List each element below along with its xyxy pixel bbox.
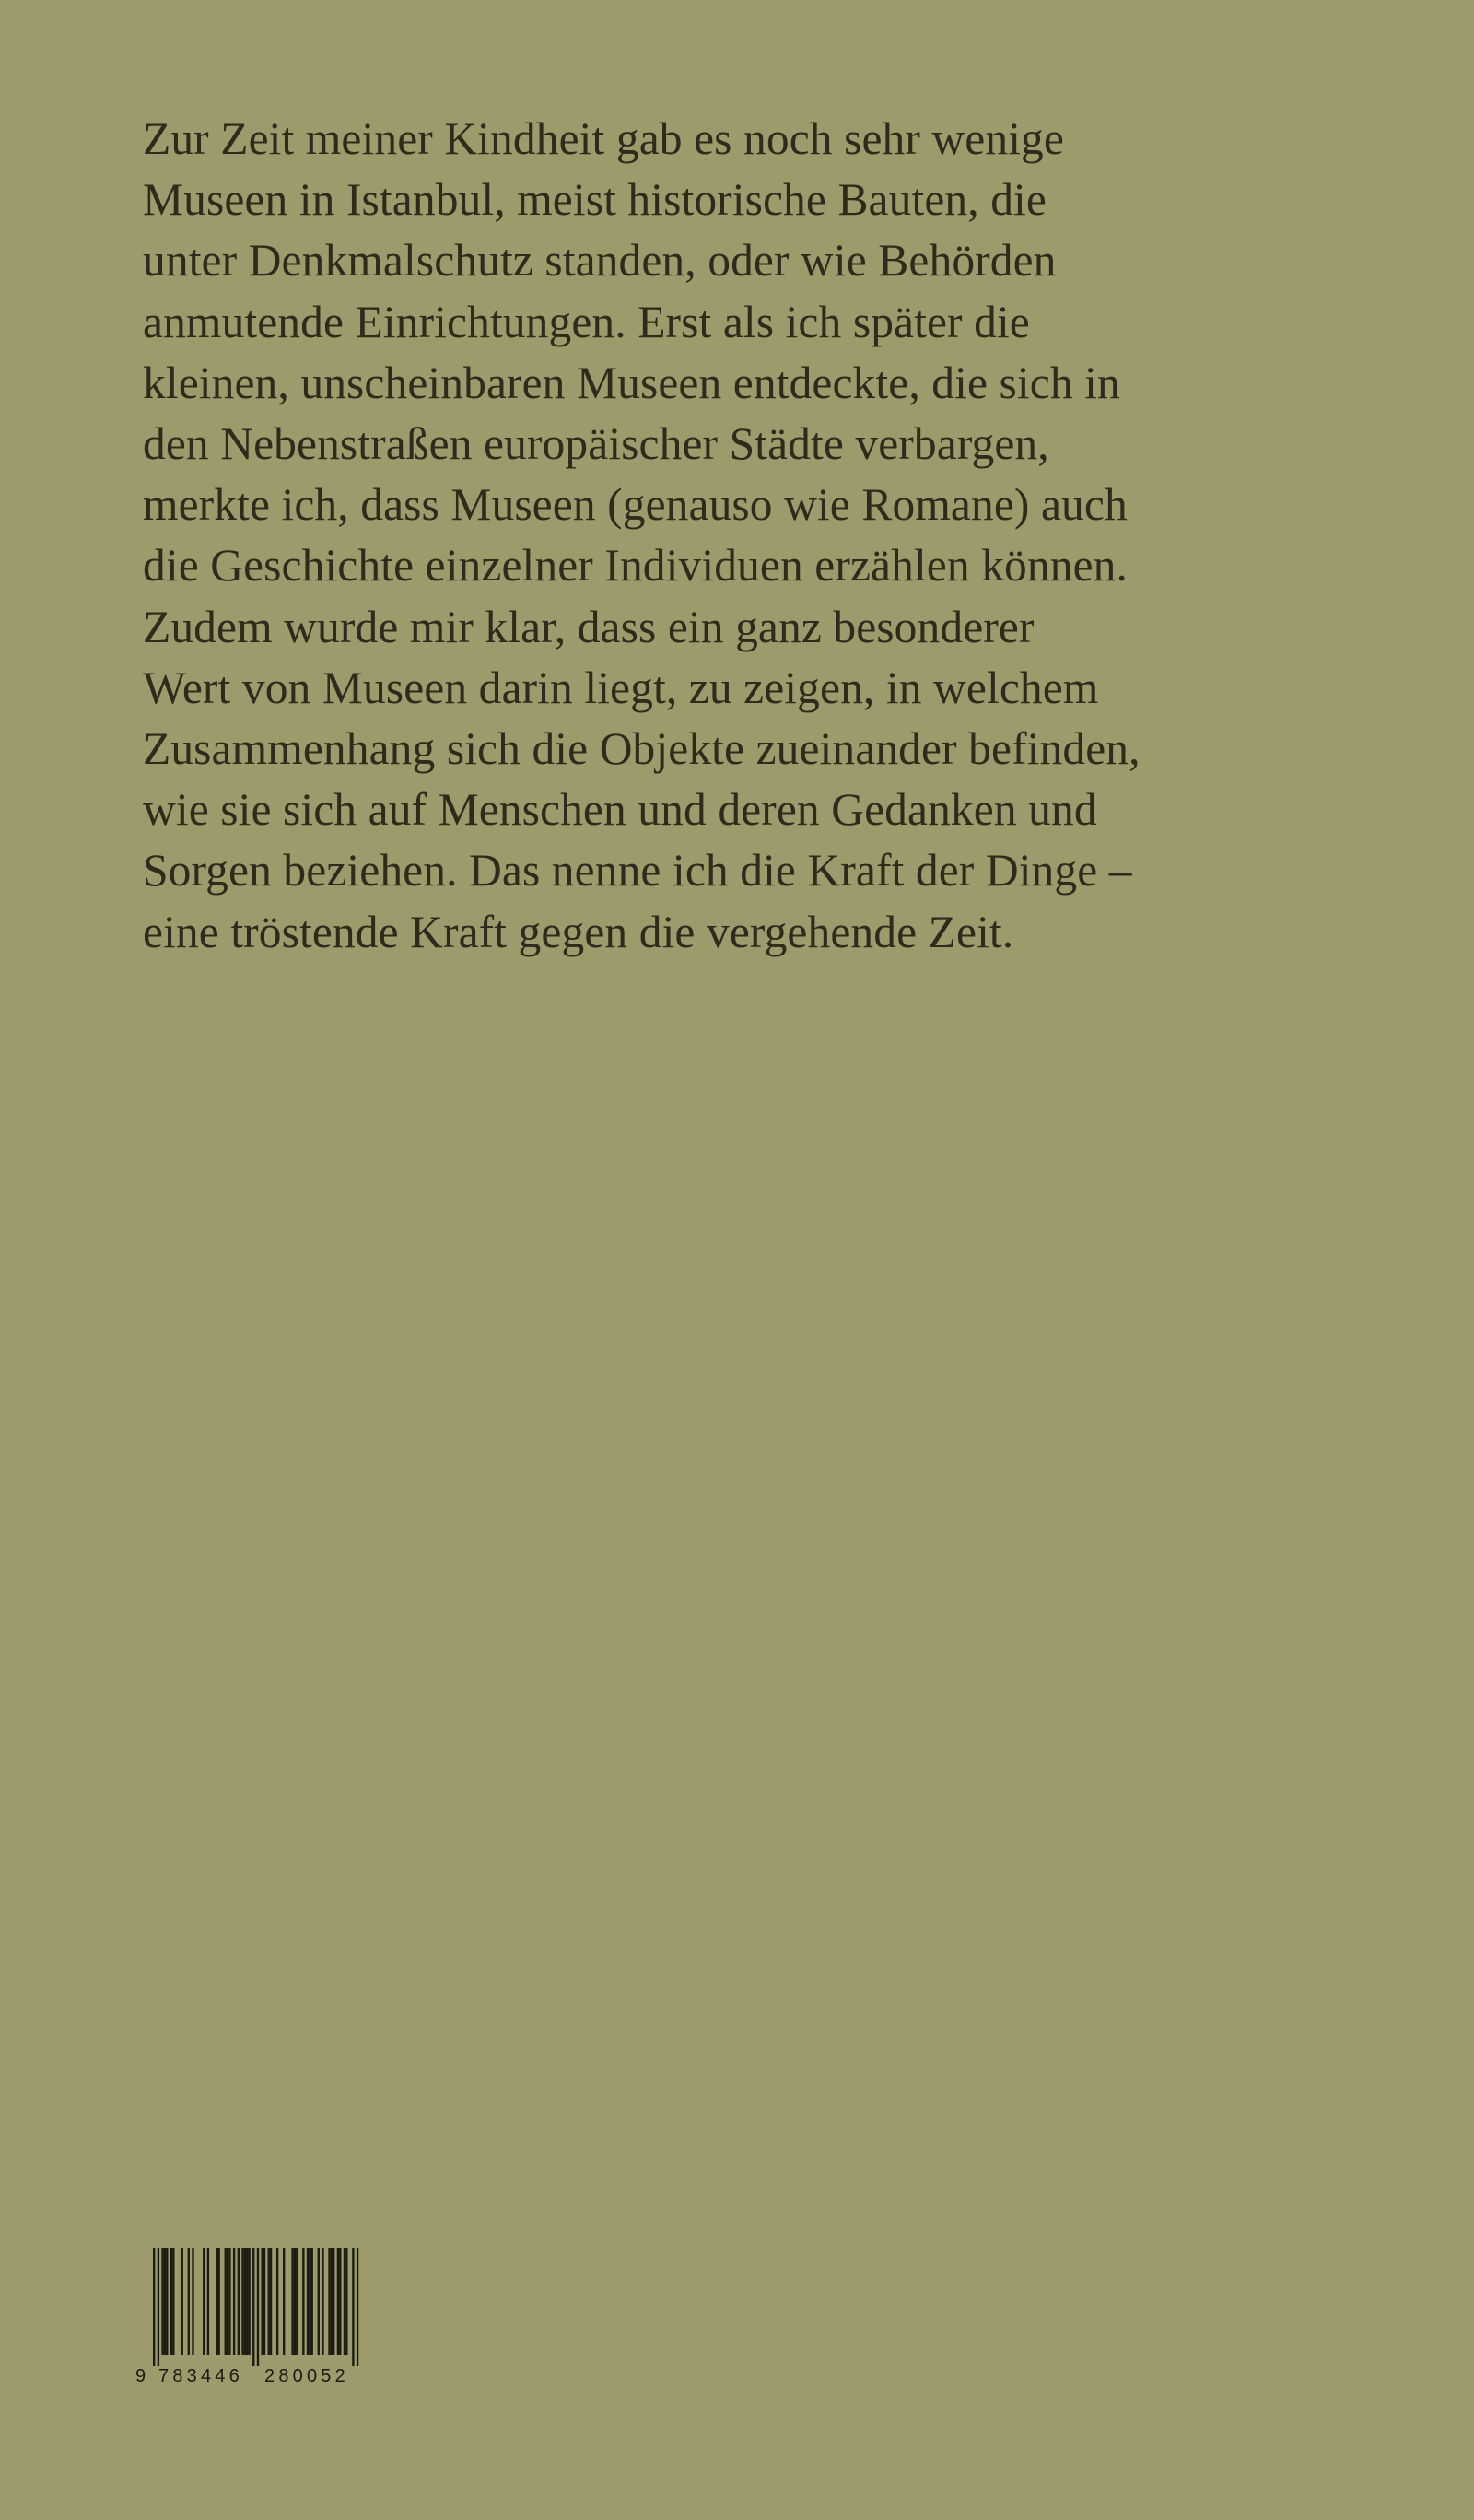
barcode-bar bbox=[296, 2248, 298, 2355]
barcode-bar bbox=[309, 2248, 310, 2355]
barcode-bar bbox=[345, 2248, 347, 2355]
barcode-bar bbox=[337, 2248, 339, 2355]
barcode-bar bbox=[344, 2248, 345, 2355]
barcode-bar bbox=[161, 2248, 163, 2355]
barcode-first-digit: 9 bbox=[135, 2366, 146, 2386]
barcode-bar bbox=[283, 2248, 285, 2355]
barcode-bar bbox=[246, 2248, 248, 2355]
barcode-bar bbox=[357, 2248, 358, 2366]
barcode-bar bbox=[333, 2248, 334, 2355]
blurb-line: unter Denkmalschutz standen, oder wie Behörden bbox=[143, 235, 1057, 287]
barcode-bar bbox=[218, 2248, 220, 2355]
barcode-bar bbox=[294, 2248, 296, 2355]
blurb-line: Museen in Istanbul, meist historische Bauten, die bbox=[143, 174, 1047, 226]
barcode-bar bbox=[153, 2248, 155, 2366]
barcode-number bbox=[134, 2365, 392, 2387]
blurb-line: Zusammenhang sich die Objekte zueinander befinden, bbox=[143, 723, 1141, 775]
barcode-bar bbox=[322, 2248, 323, 2355]
blurb-line: anmutende Einrichtungen. Erst als ich später die bbox=[143, 296, 1030, 347]
barcode-bar bbox=[241, 2248, 243, 2355]
blurb-line: Zur Zeit meiner Kindheit gab es noch sehr wenige bbox=[143, 113, 1064, 164]
barcode-bar bbox=[268, 2248, 270, 2355]
blurb-line: kleinen, unscheinbaren Museen entdeckte, die sich in bbox=[143, 357, 1120, 408]
barcode-left-digits: 783446 bbox=[158, 2366, 243, 2386]
blurb-line: Wert von Museen darin liegt, zu zeigen, in welchem bbox=[143, 662, 1099, 713]
barcode-bar bbox=[227, 2248, 228, 2355]
barcode-bar bbox=[166, 2248, 168, 2355]
blurb-line: wie sie sich auf Menschen und deren Gedanken und bbox=[143, 784, 1097, 836]
barcode-bar bbox=[233, 2248, 235, 2355]
blurb-line: den Nebenstraßen europäischer Städte verbargen, bbox=[143, 418, 1049, 470]
barcode-bar bbox=[307, 2248, 309, 2355]
barcode-bar bbox=[170, 2248, 172, 2355]
blurb-line: merkte ich, dass Museen (genauso wie Romane) auch bbox=[143, 479, 1128, 531]
barcode-bar bbox=[238, 2248, 240, 2355]
barcode-bar bbox=[328, 2248, 330, 2355]
barcode-bar bbox=[318, 2248, 320, 2355]
barcode-bar bbox=[216, 2248, 217, 2355]
barcode-bar bbox=[203, 2248, 205, 2355]
barcode-bar bbox=[331, 2248, 333, 2355]
barcode-bar bbox=[352, 2248, 354, 2366]
barcode-bar bbox=[339, 2248, 341, 2355]
barcode-bar bbox=[158, 2248, 159, 2366]
barcode-bar bbox=[248, 2248, 250, 2355]
barcode-bar bbox=[263, 2248, 265, 2355]
barcode-bar bbox=[188, 2248, 190, 2355]
isbn-barcode bbox=[134, 2248, 392, 2386]
barcode-bar bbox=[252, 2248, 254, 2366]
blurb-line: die Geschichte einzelner Individuen erzählen können. bbox=[143, 540, 1128, 592]
barcode-bar bbox=[207, 2248, 209, 2355]
barcode-bar bbox=[164, 2248, 166, 2355]
barcode-bar bbox=[302, 2248, 304, 2355]
barcode-bar bbox=[262, 2248, 263, 2355]
barcode-bar bbox=[228, 2248, 230, 2355]
barcode-bar bbox=[276, 2248, 278, 2355]
blurb-line: Zudem wurde mir klar, dass ein ganz besonderer bbox=[143, 601, 1035, 652]
barcode-bar bbox=[270, 2248, 272, 2355]
barcode-bar bbox=[291, 2248, 293, 2355]
blurb-text bbox=[143, 109, 1340, 963]
barcode-bar bbox=[311, 2248, 313, 2355]
barcode-bar bbox=[244, 2248, 246, 2355]
barcode-bar bbox=[172, 2248, 174, 2355]
barcode-bar bbox=[181, 2248, 183, 2355]
barcode-right-digits: 280052 bbox=[264, 2366, 349, 2386]
barcode-bar bbox=[225, 2248, 227, 2355]
blurb-line: eine tröstende Kraft gegen die vergehende Zeit. bbox=[143, 906, 1014, 957]
barcode-bar bbox=[192, 2248, 193, 2355]
barcode-bar bbox=[257, 2248, 259, 2366]
barcode-bars bbox=[134, 2248, 392, 2366]
blurb-line: Sorgen beziehen. Das nenne ich die Kraft der Dinge – bbox=[143, 845, 1132, 897]
